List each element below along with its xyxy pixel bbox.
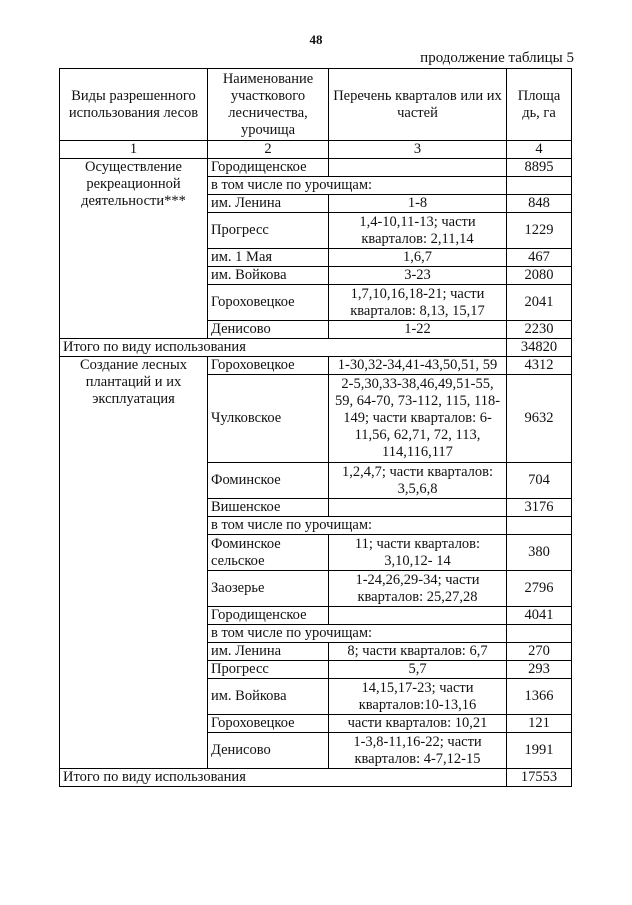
- area-cell: 121: [507, 715, 572, 733]
- forestry-name: Гороховецкое: [208, 285, 329, 321]
- subheading-tracts: в том числе по урочищам:: [208, 625, 507, 643]
- forestry-name: Гороховецкое: [208, 715, 329, 733]
- area-cell: 3176: [507, 499, 572, 517]
- subheading-tracts: в том числе по урочищам:: [208, 177, 507, 195]
- forestry-name: Фоминское сельское: [208, 535, 329, 571]
- area-cell: 293: [507, 661, 572, 679]
- area-cell: [507, 517, 572, 535]
- page-number: 48: [309, 32, 323, 47]
- area-cell: 4041: [507, 607, 572, 625]
- quarters-cell: [329, 607, 507, 625]
- forestry-name: им. Ленина: [208, 643, 329, 661]
- area-cell: 380: [507, 535, 572, 571]
- header-area: Площа дь, га: [507, 69, 572, 141]
- quarters-cell: [329, 159, 507, 177]
- quarters-cell: 3-23: [329, 267, 507, 285]
- area-cell: [507, 177, 572, 195]
- quarters-cell: 2-5,30,33-38,46,49,51-55, 59, 64-70, 73-112, 115, 118-149; части кварталов: 6-11,56, 62,71, 72, 113, 114,116,117: [329, 375, 507, 463]
- total-value: 34820: [507, 339, 572, 357]
- quarters-cell: 1-3,8-11,16-22; части кварталов: 4-7,12-15: [329, 733, 507, 769]
- forestry-name: Прогресс: [208, 661, 329, 679]
- forestry-name: Городищенское: [208, 607, 329, 625]
- total-label: Итого по виду использования: [60, 769, 507, 787]
- colnum-4: 4: [507, 141, 572, 159]
- quarters-cell: 1-24,26,29-34; части кварталов: 25,27,28: [329, 571, 507, 607]
- header-row: [60, 69, 572, 141]
- subheading-tracts: в том числе по урочищам:: [208, 517, 507, 535]
- forestry-name: Чулковское: [208, 375, 329, 463]
- quarters-cell: 1,4-10,11-13; части кварталов: 2,11,14: [329, 213, 507, 249]
- use-type-plantations: Создание лесных плантаций и их эксплуатация: [60, 357, 208, 769]
- header-quarters: Перечень кварталов или их частей: [329, 69, 507, 141]
- header-use-type: Виды разрешенного использования лесов: [60, 69, 208, 141]
- area-cell: 467: [507, 249, 572, 267]
- forestry-name: Вишенское: [208, 499, 329, 517]
- header-forestry-name: Наименование участкового лесничества, урочища: [208, 69, 329, 141]
- forestry-name: им. Войкова: [208, 267, 329, 285]
- area-cell: 8895: [507, 159, 572, 177]
- area-cell: 704: [507, 463, 572, 499]
- forestry-name: им. Войкова: [208, 679, 329, 715]
- quarters-cell: части кварталов: 10,21: [329, 715, 507, 733]
- area-cell: 1366: [507, 679, 572, 715]
- forestry-name: им. Ленина: [208, 195, 329, 213]
- column-number-row: [60, 141, 572, 159]
- quarters-cell: 1,2,4,7; части кварталов: 3,5,6,8: [329, 463, 507, 499]
- area-cell: 1991: [507, 733, 572, 769]
- quarters-cell: 1-30,32-34,41-43,50,51, 59: [329, 357, 507, 375]
- quarters-cell: 1-8: [329, 195, 507, 213]
- area-cell: 270: [507, 643, 572, 661]
- area-cell: 4312: [507, 357, 572, 375]
- quarters-cell: 8; части кварталов: 6,7: [329, 643, 507, 661]
- colnum-3: 3: [329, 141, 507, 159]
- area-cell: [507, 625, 572, 643]
- colnum-2: 2: [208, 141, 329, 159]
- forestry-name: Фоминское: [208, 463, 329, 499]
- forestry-name: Прогресс: [208, 213, 329, 249]
- total-row: [60, 339, 572, 357]
- quarters-cell: 5,7: [329, 661, 507, 679]
- table-caption: продолжение таблицы 5: [420, 50, 574, 66]
- area-cell: 848: [507, 195, 572, 213]
- forestry-name: Городищенское: [208, 159, 329, 177]
- quarters-cell: 14,15,17-23; части кварталов:10-13,16: [329, 679, 507, 715]
- total-label: Итого по виду использования: [60, 339, 507, 357]
- quarters-cell: 11; части кварталов: 3,10,12- 14: [329, 535, 507, 571]
- forestry-name: Денисово: [208, 733, 329, 769]
- colnum-1: 1: [60, 141, 208, 159]
- area-cell: 2080: [507, 267, 572, 285]
- quarters-cell: 1,7,10,16,18-21; части кварталов: 8,13, 15,17: [329, 285, 507, 321]
- area-cell: 2230: [507, 321, 572, 339]
- quarters-cell: 1,6,7: [329, 249, 507, 267]
- forestry-name: Денисово: [208, 321, 329, 339]
- forest-use-table: [59, 68, 572, 787]
- area-cell: 1229: [507, 213, 572, 249]
- forestry-name: Гороховецкое: [208, 357, 329, 375]
- forestry-name: им. 1 Мая: [208, 249, 329, 267]
- table-row: [60, 159, 572, 177]
- total-row: [60, 769, 572, 787]
- area-cell: 2041: [507, 285, 572, 321]
- use-type-recreation: Осуществление рекреационной деятельности***: [60, 159, 208, 339]
- total-value: 17553: [507, 769, 572, 787]
- quarters-cell: [329, 499, 507, 517]
- forestry-name: Заозерье: [208, 571, 329, 607]
- quarters-cell: 1-22: [329, 321, 507, 339]
- area-cell: 2796: [507, 571, 572, 607]
- area-cell: 9632: [507, 375, 572, 463]
- table-row: [60, 357, 572, 375]
